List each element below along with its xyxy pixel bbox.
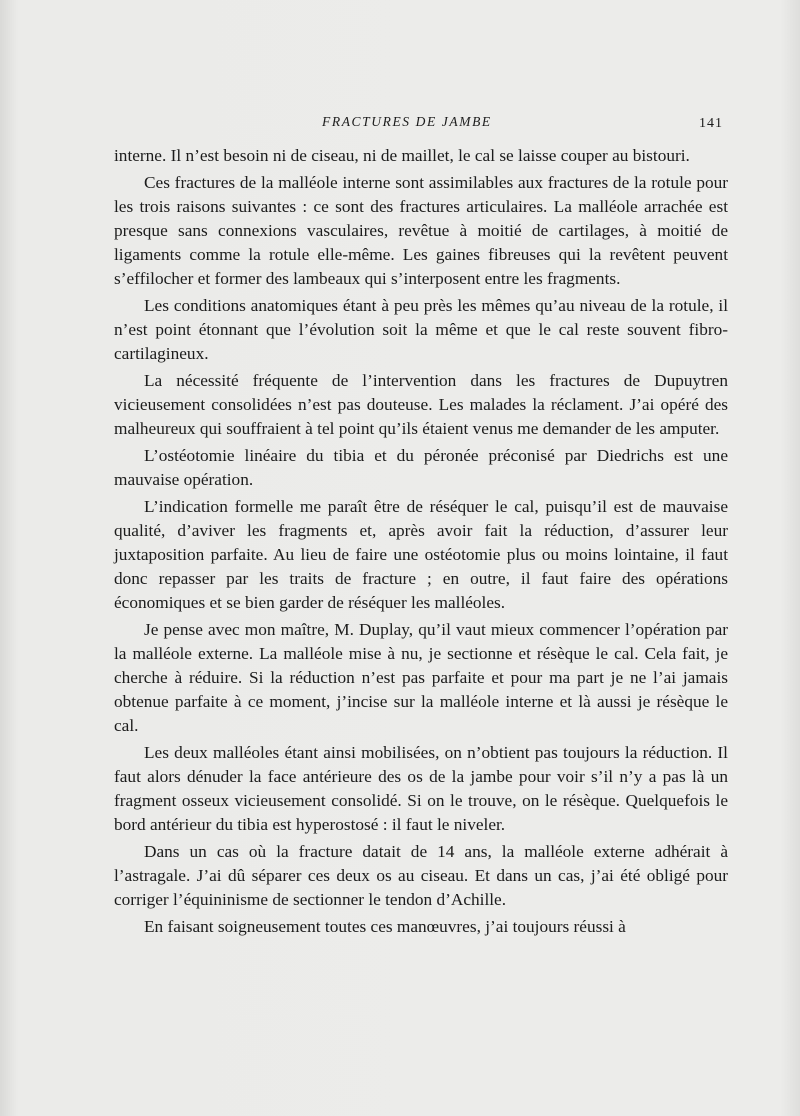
paragraph: Dans un cas où la fracture datait de 14 ans, la malléole externe adhérait à l’astragale. J’ai dû séparer ces deux os au ciseau. Et dans un cas, j’ai été obligé pour corriger l’équininisme de sectionner le tendon d’Achille. bbox=[114, 842, 728, 909]
paragraph: L’indication formelle me paraît être de réséquer le cal, puisqu’il est de mauvaise qualité, d’aviver les fragments et, après avoir fait la réduction, d’assurer leur juxtaposition parfaite. Au lieu de faire une ostéotomie plus ou moins lointaine, il faut donc repasser par les traits de fracture ; en outre, il faut faire des opérations économiques et se bien garder de réséquer les malléoles. bbox=[114, 497, 728, 612]
page-number: 141 bbox=[699, 116, 723, 131]
running-title: FRACTURES DE JAMBE bbox=[322, 114, 492, 129]
paragraph: interne. Il n’est besoin ni de ciseau, ni de maillet, le cal se laisse couper au bistouri. bbox=[114, 146, 690, 165]
paragraph: Ces fractures de la malléole interne sont assimilables aux fractures de la rotule pour les trois raisons suivantes : ce sont des fractures articulaires. La malléole arrachée est presque sans connexions vasculaires, revêtue à moitié de cartilages, à moitié de ligaments comme la rotule elle-même. Les gaines fibreuses qui la revêtent peuvent s’effilocher et former des lambeaux qui s’interposent entre les fragments. bbox=[114, 173, 728, 288]
paragraph: Les deux malléoles étant ainsi mobilisées, on n’obtient pas toujours la réduction. Il faut alors dénuder la face antérieure des os de la jambe pour voir s’il n’y a pas là un fragment osseux vicieusement consolidé. Si on le trouve, on le résèque. Quelquefois le bord antérieur du tibia est hyperostosé : il faut le niveler. bbox=[114, 743, 728, 834]
paragraph: Les conditions anatomiques étant à peu près les mêmes qu’au niveau de la rotule, il n’est point étonnant que l’évolution soit la même et que le cal reste souvent fibro-cartilagineux. bbox=[114, 296, 728, 363]
paragraph: En faisant soigneusement toutes ces manœuvres, j’ai toujours réussi à bbox=[144, 917, 626, 936]
paragraph: Je pense avec mon maître, M. Duplay, qu’il vaut mieux commencer l’opération par la malléole externe. La malléole mise à nu, je sectionne et résèque le cal. Cela fait, je cherche à réduire. Si la réduction n’est pas parfaite et pour ma part je ne l’ai jamais obtenue parfaite à ce moment, j’incise sur la malléole interne et là aussi je résèque le cal. bbox=[114, 620, 728, 735]
body-text bbox=[114, 144, 728, 942]
paragraph: La nécessité fréquente de l’intervention dans les fractures de Dupuytren vicieusement consolidées n’est pas douteuse. Les malades la réclament. J’ai opéré des malheureux qui souffraient à tel point qu’ils étaient venus me demander de les amputer. bbox=[114, 371, 728, 438]
running-header bbox=[0, 114, 800, 140]
paragraph: L’ostéotomie linéaire du tibia et du péronée préconisé par Diedrichs est une mauvaise opération. bbox=[114, 446, 728, 489]
